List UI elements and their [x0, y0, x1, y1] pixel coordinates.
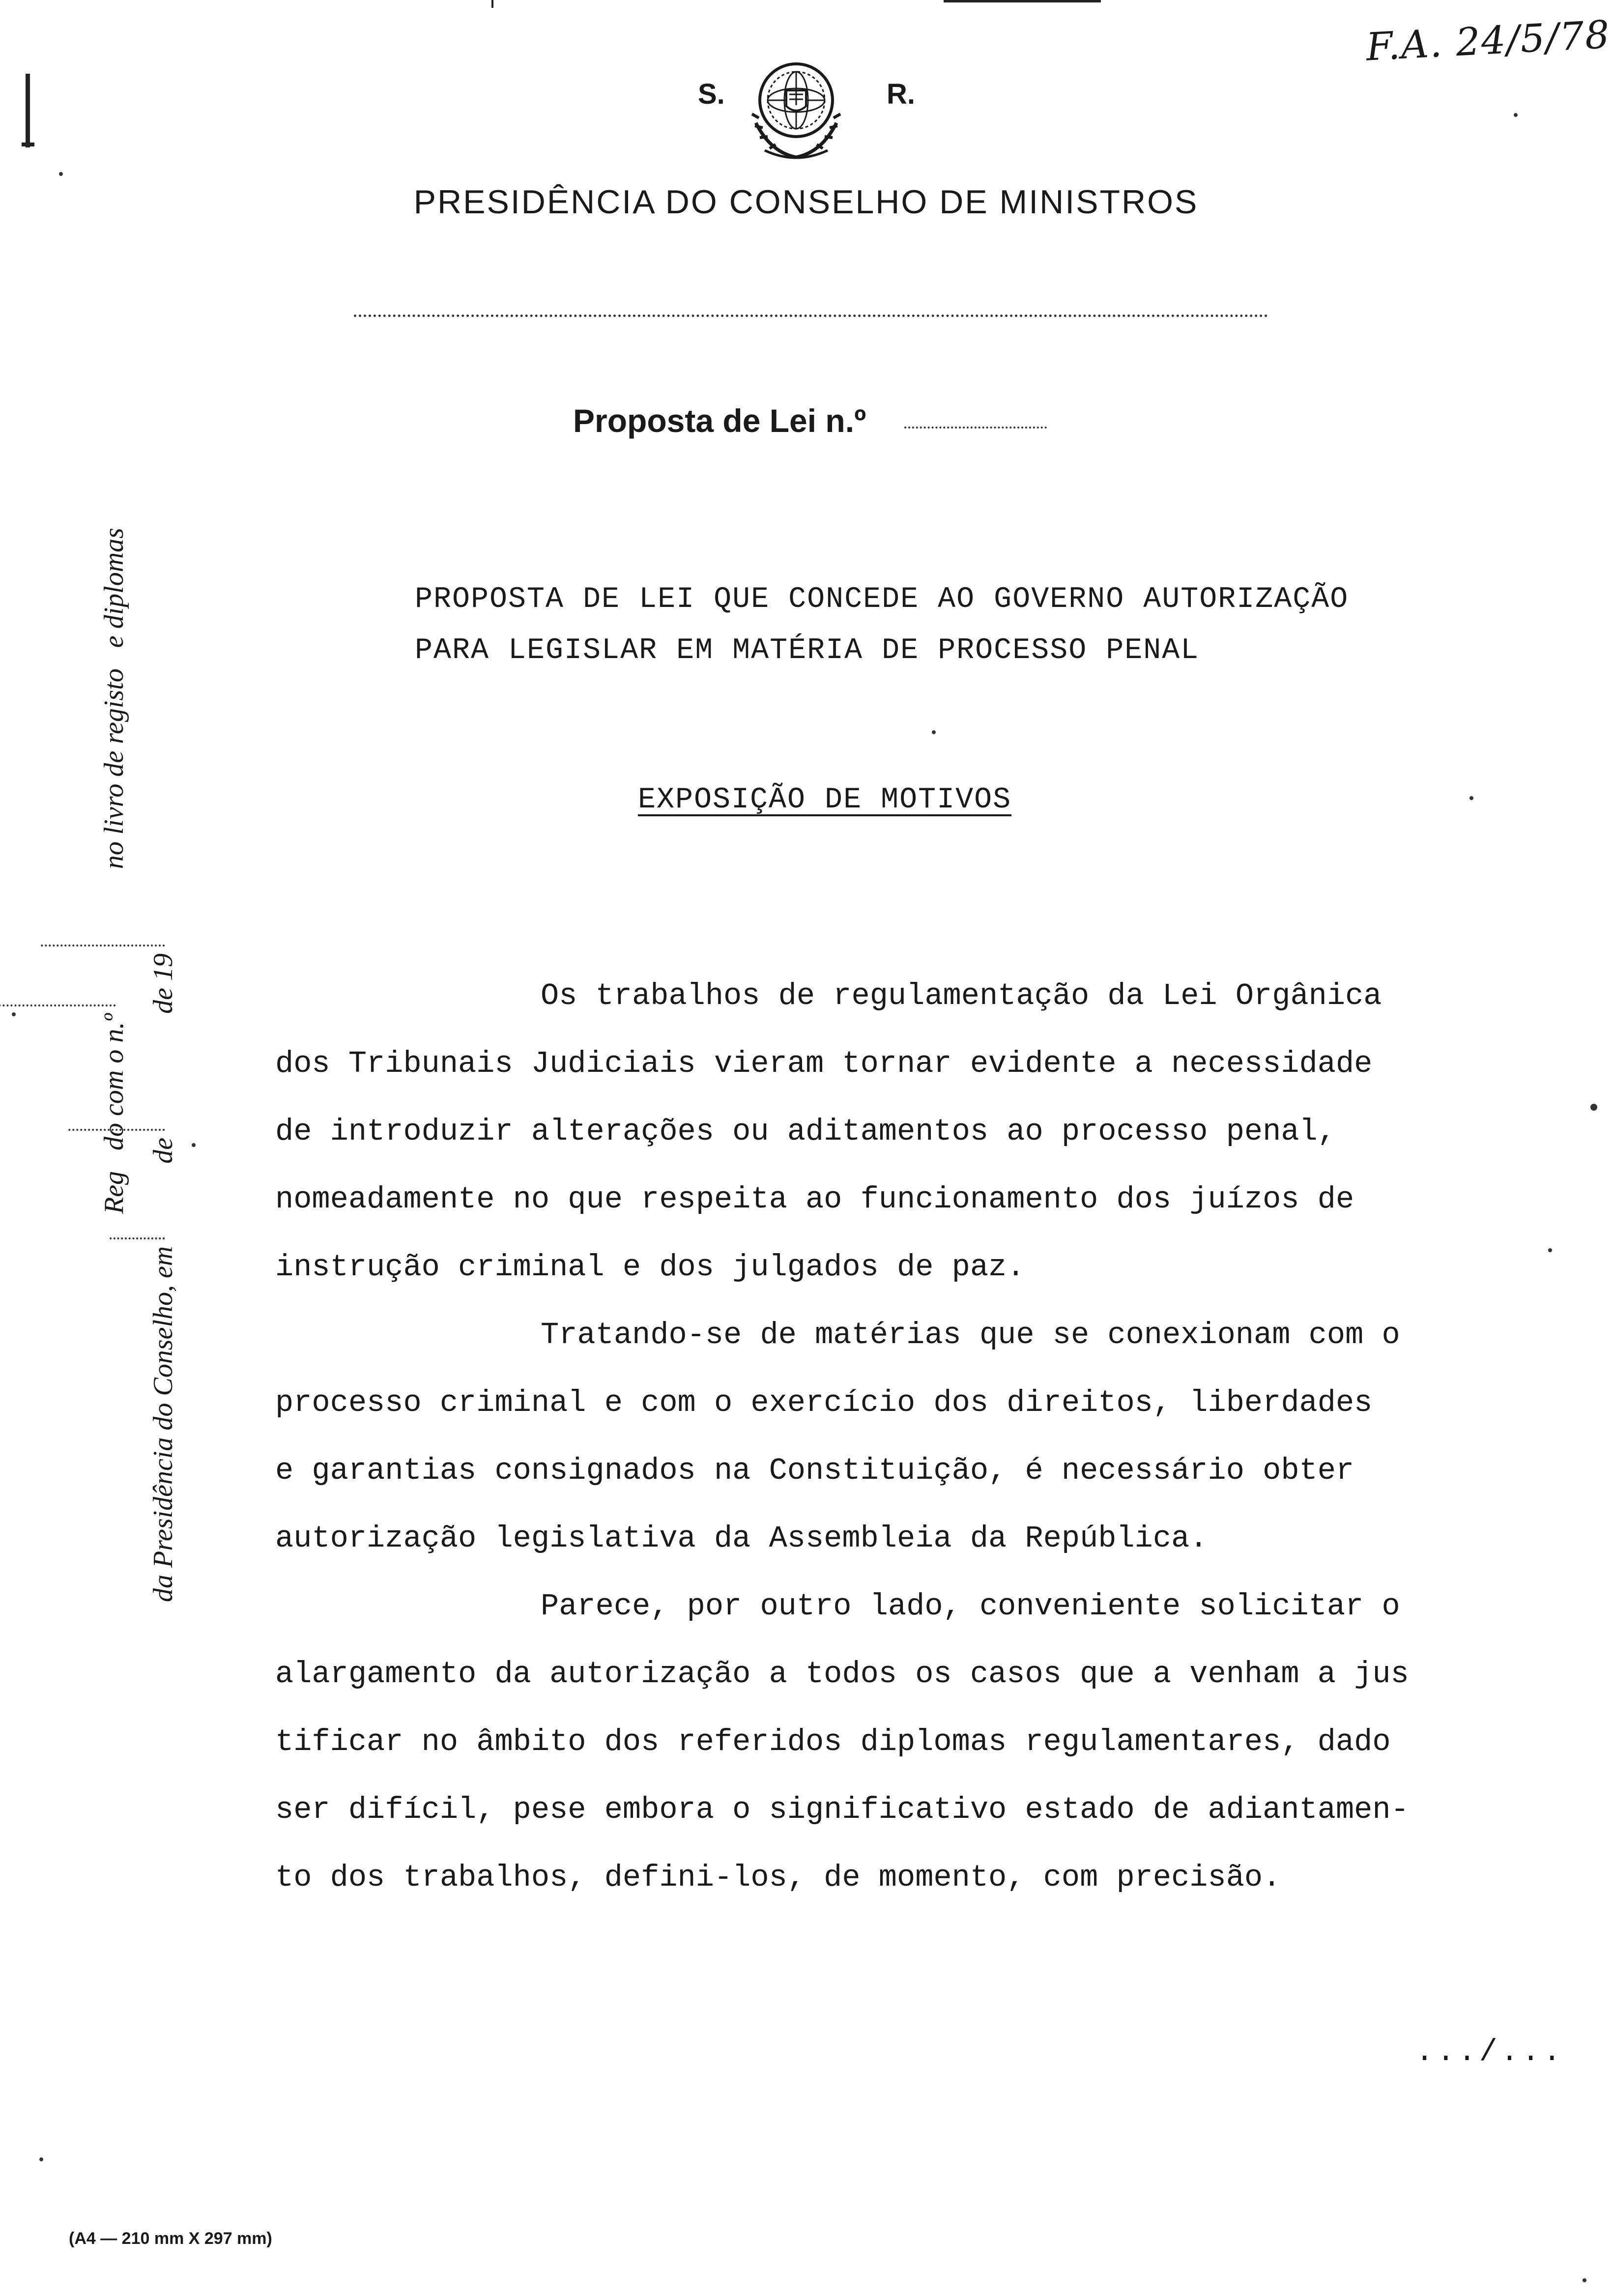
- registry-year-blank: [41, 945, 165, 947]
- paragraph-line: Os trabalhos de regulamentação da Lei Orgânica: [541, 978, 1382, 1013]
- registry-month-blank: [68, 1129, 165, 1131]
- scan-speck: [59, 172, 63, 176]
- paragraph-line: tificar no âmbito dos referidos diplomas regulamentares, dado: [275, 1724, 1391, 1759]
- margin-mark: [26, 74, 30, 147]
- scan-speck: [1590, 1104, 1597, 1111]
- header-divider: [354, 315, 1268, 317]
- scan-speck: [1548, 1248, 1552, 1252]
- scan-speck: [1469, 796, 1473, 800]
- paper-format-note: (A4 — 210 mm X 297 mm): [69, 2229, 272, 2248]
- continuation-marker: .../...: [1415, 2035, 1564, 2069]
- subject-line: PARA LEGISLAR EM MATÉRIA DE PROCESSO PENAL: [415, 634, 1200, 667]
- subject-block: [415, 574, 1496, 676]
- body-text: [275, 962, 1504, 1912]
- registry-text: e diplomas: [99, 528, 129, 648]
- registry-text: Reg: [99, 1171, 129, 1214]
- registry-text: de 19: [148, 953, 178, 1014]
- paragraph-line: e garantias consignados na Constituição, é necessário obter: [275, 1453, 1354, 1488]
- paragraph-line: Parece, por outro lado, conveniente solicitar o: [541, 1589, 1400, 1624]
- scan-speck: [1583, 2278, 1586, 2282]
- top-edge-rule: [944, 0, 1101, 2]
- paragraph-line: alargamento da autorização a todos os casos que a venham a jus: [275, 1657, 1409, 1692]
- handwritten-reference: F.A. 24/5/78: [1365, 12, 1612, 70]
- paragraph-line: de introduzir alterações ou aditamentos ao processo penal,: [275, 1114, 1336, 1149]
- paragraph-line: to dos trabalhos, defini-los, de momento, com precisão.: [275, 1860, 1281, 1895]
- registry-text: de: [148, 1137, 178, 1164]
- proposal-number-label: Proposta de Lei n.º: [573, 402, 866, 439]
- paragraph-line: instrução criminal e dos julgados de paz.: [275, 1250, 1025, 1285]
- paragraph-line: dos Tribunais Judiciais vieram tornar evidente a necessidade: [275, 1046, 1373, 1081]
- coat-of-arms-icon: [735, 49, 858, 167]
- registry-text: no livro de registo: [99, 668, 129, 869]
- scan-speck: [192, 1143, 196, 1147]
- paragraph-line: processo criminal e com o exercício dos direitos, liberdades: [275, 1385, 1373, 1420]
- section-title: EXPOSIÇÃO DE MOTIVOS: [638, 783, 1012, 817]
- scan-speck: [932, 730, 936, 734]
- paragraph-line: ser difícil, pese embora o significativo estado de adiantamen-: [275, 1792, 1409, 1827]
- registry-day-blank: [110, 1237, 165, 1239]
- paragraph-line: autorização legislativa da Assembleia da República.: [275, 1521, 1208, 1556]
- letterhead-letter-r: R.: [887, 78, 915, 110]
- top-edge-mark: [491, 0, 493, 8]
- header-title: PRESIDÊNCIA DO CONSELHO DE MINISTROS: [413, 183, 1199, 221]
- scan-speck: [12, 1012, 16, 1016]
- scan-speck: [1514, 113, 1518, 117]
- registry-number-blank: [0, 1004, 115, 1006]
- registry-text: do com o n.º: [99, 1013, 129, 1150]
- subject-line: PROPOSTA DE LEI QUE CONCEDE AO GOVERNO AUTORIZAÇÃO: [415, 583, 1349, 616]
- scan-speck: [39, 2157, 43, 2161]
- paragraph-line: nomeadamente no que respeita ao funcionamento dos juízos de: [275, 1182, 1354, 1217]
- margin-tick: [22, 143, 34, 146]
- paragraph-line: Tratando-se de matérias que se conexionam com o: [541, 1318, 1400, 1352]
- registry-text: da Presidência do Conselho, em: [148, 1246, 178, 1602]
- proposal-number-blank: [904, 427, 1047, 429]
- letterhead-letter-s: S.: [698, 78, 725, 110]
